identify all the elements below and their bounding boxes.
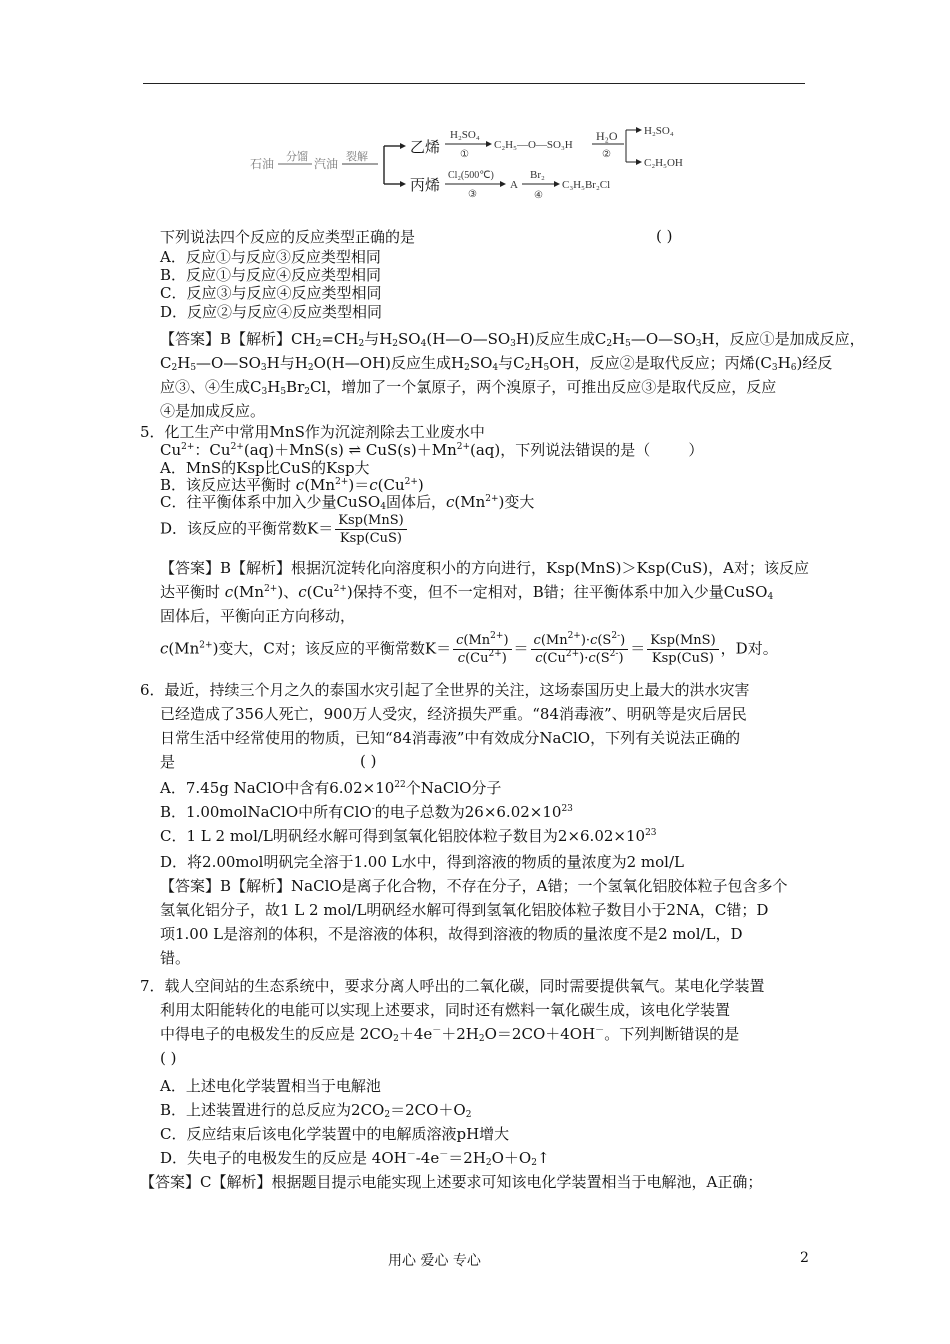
q4-stem: 下列说法四个反应的反应类型正确的是 (160, 228, 416, 246)
q7-option-d: D．失电子的电极发生的反应是 $4OH^--4e^-=2H_2O+O_2↑$ (160, 1149, 550, 1168)
page-number: 2 (800, 1250, 809, 1266)
q4-answer-line-2: $C_2H_5—O—SO_3H$与$H_2O(H—OH)$反应生成$H_2SO_4$与$C_2H_5OH$，反应②是取代反应；丙烯$(C_3H_6)$经反 (160, 354, 833, 373)
scheme-step-3: ③ (468, 189, 477, 200)
q4-option-b: B．反应①与反应④反应类型相同 (160, 266, 382, 284)
q7-option-a: A．上述电化学装置相当于电解池 (160, 1077, 381, 1095)
q6-stem-line-2: 已经造成了356人死亡，900万人受灾，经济损失严重。“84消毒液”、明矾等是灾后居民 (160, 705, 747, 723)
q4-option-d: D．反应②与反应④反应类型相同 (160, 303, 383, 321)
scheme-step-2: ② (602, 149, 611, 160)
scheme-step-1: ① (460, 149, 469, 160)
q7-answer: 【答案】C【解析】根据题目提示电能实现上述要求可知该电化学装置相当于电解池，A正确； (140, 1173, 763, 1191)
q7-option-c: C．反应结束后该电化学装置中的电解质溶液pH增大 (160, 1125, 510, 1143)
scheme-reagent-4: Br₂ (530, 169, 545, 181)
q6-answer-line-2: 氢氧化铝分子，故1 L 2 mol/L明矾经水解可得到氢氧化铝胶体粒子数目小于2NA，C错；D (160, 901, 769, 919)
scheme-product-2a: H₂SO₄ (644, 125, 674, 137)
q6-answer-line-1: 【答案】B【解析】NaClO是离子化合物，不存在分子，A错；一个氢氧化铝胶体粒子包含多个 (160, 877, 788, 895)
q4-answer-line-4: ④是加成反应。 (160, 402, 266, 420)
scheme-reagent-3: Cl₂(500℃) (448, 170, 494, 181)
q5-option-a: A．MnS的Ksp比CuS的Ksp大 (160, 459, 370, 477)
q4-option-a: A．反应①与反应③反应类型相同 (160, 248, 381, 266)
q7-stem-line-3: 中得电子的电极发生的反应是 $2CO_2+4e^-+2H_2O=2CO+4OH^-$。下列判断错误的是 (160, 1025, 740, 1044)
scheme-reagent-2: H₂O (596, 129, 618, 143)
q6-stem-line-3: 日常生活中经常使用的物质，已知“84消毒液”中有效成分NaClO，下列有关说法正确的 (160, 729, 741, 747)
scheme-gasoline: 汽油 (314, 157, 339, 171)
scheme-fractionation: 分馏 (286, 151, 308, 163)
scheme-intermediate-1: C₂H₅—O—SO₃H (494, 139, 573, 151)
header-rule (143, 83, 805, 84)
q5-answer-line-4: $c(Mn^{2+})$变大，C对；该反应的平衡常数K＝ $\frac{c(Mn^{2+})}{c(Cu^{2+})}$ ＝ $\frac{c(Mn^{2+})\cdot c(S^{2-})}{c(Cu^{2+})\cdot c(S^{2-})}$ ＝ $\frac{\text{Ksp(MnS)}}{\text{Ksp(CuS)}}$ ，D对。 (160, 631, 778, 666)
q5-answer-line-3: 固体后，平衡向正方向移动， (160, 607, 356, 625)
q6-stem-line-1: 6．最近，持续三个月之久的泰国水灾引起了全世界的关注，这场泰国历史上最大的洪水灾害 (140, 681, 750, 699)
scheme-step-4: ④ (534, 190, 543, 201)
q6-stem-line-4: 是 (160, 753, 176, 771)
footer-motto: 用心 爱心 专心 (388, 1253, 481, 1269)
q5-answer-line-1: 【答案】B【解析】根据沉淀转化向溶度积小的方向进行，Ksp(MnS)＞Ksp(CuS)，A对；该反应 (160, 559, 809, 577)
scheme-intermediate-a: A (510, 179, 518, 191)
scheme-propylene: 丙烯 (410, 178, 441, 194)
q7-answer-paren: ( ) (160, 1049, 177, 1067)
q4-answer-line-1: 【答案】B【解析】$CH_2=CH_2$与$H_2SO_4(H—O—SO_3H)$反应生成$C_2H_5—O—SO_3H$，反应①是加成反应， (160, 330, 865, 349)
q5-option-b: B．该反应达平衡时 $c(Mn^{2+})=c(Cu^{2+})$ (160, 476, 424, 494)
q6-option-c: C．1 L 2 mol/L明矾经水解可得到氢氧化铝胶体粒子数目为$2\times 6.02\times 10^{23}$ (160, 827, 657, 845)
scheme-product-2b: C₂H₅OH (644, 157, 683, 169)
q5-stem: 5．化工生产中常用MnS作为沉淀剂除去工业废水中 (140, 423, 485, 441)
q6-option-d: D．将2.00mol明矾完全溶于1.00 L水中，得到溶液的物质的量浓度为2 mol/L (160, 853, 684, 871)
q7-option-b: B．上述装置进行的总反应为$2CO_2=2CO+O_2$ (160, 1101, 472, 1120)
q5-stem-equation: $Cu^{2+}$：$Cu^{2+}(aq)+MnS(s)$ ⇌ $CuS(s)+Mn^{2+}(aq)$，下列说法错误的是（ ） (160, 441, 704, 459)
reaction-scheme (250, 122, 730, 208)
q7-stem-line-2: 利用太阳能转化的电能可以实现上述要求，同时还有燃料一氧化碳生成，该电化学装置 (160, 1001, 731, 1019)
scheme-oil: 石油 (250, 157, 275, 171)
scheme-reagent-1: H₂SO₄ (450, 129, 480, 141)
q6-option-b: B．1.00molNaClO中所有ClO-的电子总数为$26\times 6.02\times 10^{23}$ (160, 803, 573, 821)
q4-answer-line-3: 应③、④生成$C_3H_5Br_2Cl$，增加了一个氯原子，两个溴原子，可推出反应③是取代反应，反应 (160, 378, 777, 397)
q7-stem-line-1: 7．载人空间站的生态系统中，要求分离人呼出的二氧化碳，同时需要提供氧气。某电化学装置 (140, 977, 765, 995)
q6-answer-paren: ( ) (360, 752, 377, 770)
q5-option-c: C．往平衡体系中加入少量CuSO$_4$固体后，$c(Mn^{2+})$变大 (160, 493, 535, 512)
scheme-product-4: C₃H₅Br₂Cl (562, 179, 611, 191)
q5-option-d: D．该反应的平衡常数K＝ $\frac{\text{Ksp(MnS)}}{\text{Ksp(CuS)}}$ (160, 512, 409, 547)
q6-option-a: A．7.45g NaClO中含有$6.02\times 10^{22}$个NaClO分子 (160, 779, 502, 797)
q4-option-c: C．反应③与反应④反应类型相同 (160, 284, 382, 302)
q5-answer-line-2: 达平衡时 $c(Mn^{2+})$、$c(Cu^{2+})$保持不变，但不一定相对，B错；往平衡体系中加入少量CuSO$_4$ (160, 583, 774, 602)
scheme-cracking: 裂解 (346, 151, 368, 163)
q6-answer-line-3: 项1.00 L是溶剂的体积，不是溶液的体积，故得到溶液的物质的量浓度不是2 mol/L，D (160, 925, 743, 943)
q4-answer-paren: ( ) (656, 227, 673, 245)
q6-answer-line-4: 错。 (160, 949, 191, 967)
scheme-ethylene: 乙烯 (410, 140, 441, 156)
